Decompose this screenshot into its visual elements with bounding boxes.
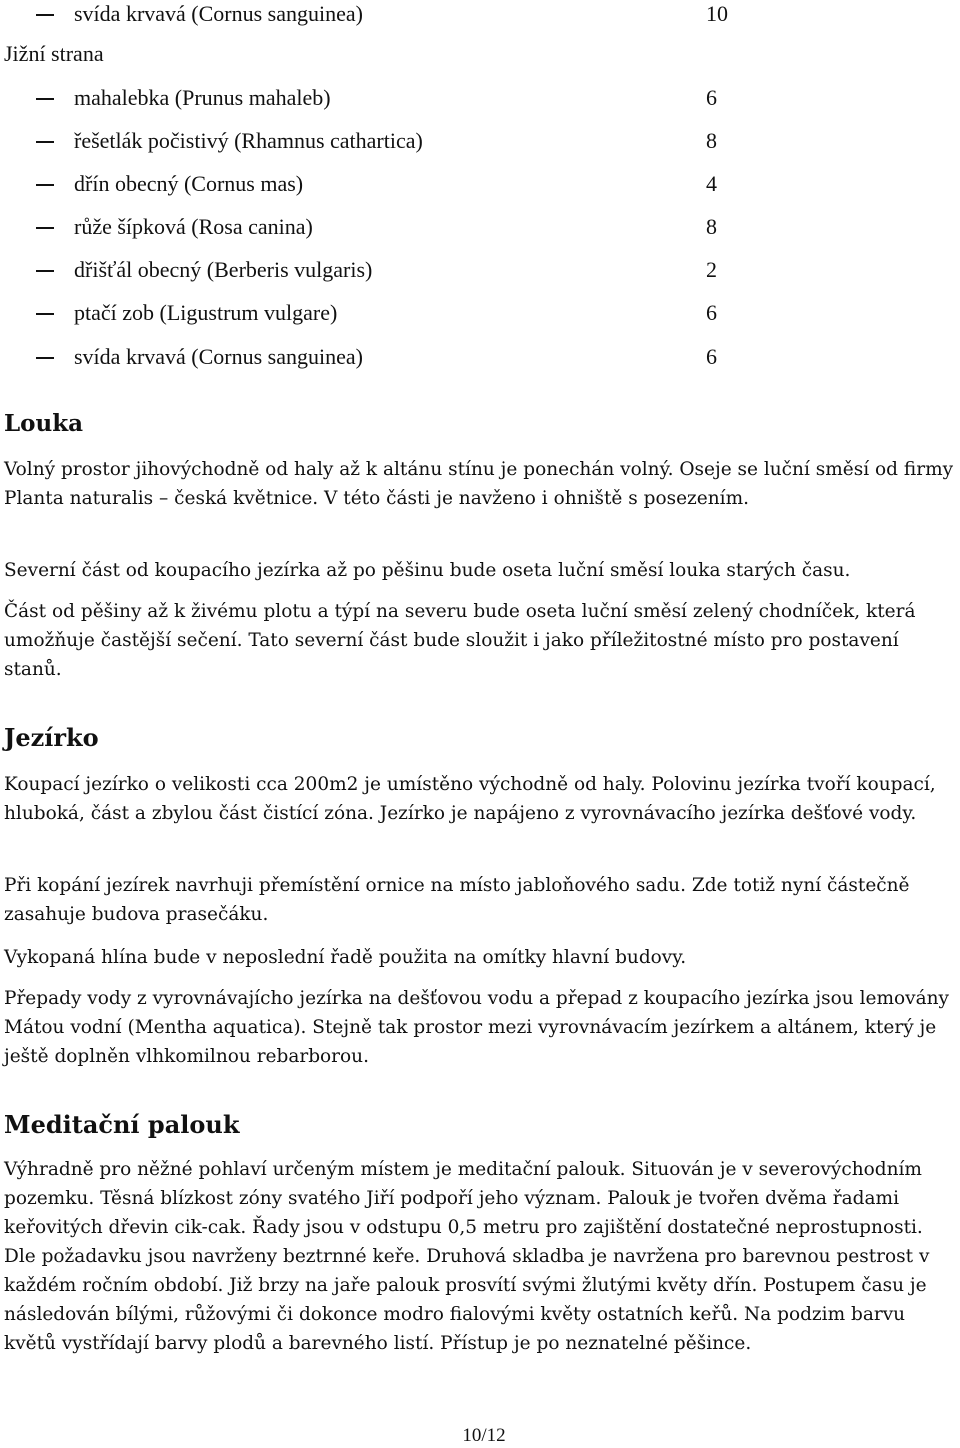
- paragraph: Vykopaná hlína bude v neposlední řadě použita na omítky hlavní budovy.: [4, 947, 687, 968]
- plant-count: 2: [706, 257, 717, 282]
- plant-count: 6: [706, 344, 717, 369]
- plant-name: ptačí zob (Ligustrum vulgare): [74, 300, 338, 325]
- plant-count: 4: [706, 171, 717, 196]
- plant-count: 10: [706, 1, 728, 26]
- plant-count: 8: [706, 214, 717, 239]
- paragraph: Volný prostor jihovýchodně od haly až k altánu stínu je ponechán volný. Oseje se luční směsí od firmy Planta naturalis – česká květnice. V této části je navženo i ohniště s posezením.: [4, 459, 954, 509]
- dash-bullet: [36, 313, 54, 315]
- plant-name: mahalebka (Prunus mahaleb): [74, 85, 331, 110]
- paragraph: Přepady vody z vyrovnávajícho jezírka na dešťovou vodu a přepad z koupacího jezírka jsou lemovány Mátou vodní (Mentha aquatica). Stejně tak prostor mezi vyrovnávacím jezírkem a altánem, který je ještě doplněn vlhkomilnou rebarborou.: [4, 988, 949, 1067]
- dash-bullet: [36, 184, 54, 186]
- paragraph: Koupací jezírko o velikosti cca 200m2 je umístěno východně od haly. Polovinu jezírka tvoří koupací, hluboká, část a zbylou část čistící zóna. Jezírko je napájeno z vyrovnávacího jezírka dešťové vody.: [4, 774, 936, 824]
- list-item: [0, 84, 740, 114]
- section-heading-louka: Louka: [4, 410, 84, 437]
- dash-bullet: [36, 14, 54, 16]
- section-heading-jezirko: Jezírko: [4, 723, 99, 752]
- plant-name: řešetlák počistivý (Rhamnus cathartica): [74, 128, 423, 153]
- dash-bullet: [36, 98, 54, 100]
- dash-bullet: [36, 270, 54, 272]
- plant-count: 8: [706, 128, 717, 153]
- plant-name: dřín obecný (Cornus mas): [74, 171, 304, 196]
- plant-count: 6: [706, 85, 717, 110]
- paragraph: Severní část od koupacího jezírka až po pěšinu bude oseta luční směsí louka starých času.: [4, 560, 851, 581]
- list-item: [0, 299, 740, 329]
- list-item: [0, 0, 740, 30]
- paragraph: Výhradně pro něžné pohlaví určeným místem je meditační palouk. Situován je v severovýchodním pozemku. Těsná blízkost zóny svatého Jiří podpoří jeho význam. Palouk je tvořen dvěma řadami keřovitých dřevin cik-cak. Řady jsou v odstupu 0,5 metru pro zajištění dostatečné neprostupnosti. Dle požadavku jsou navrženy beztrnné keře. Druhová skladba je navržena pro barevnou pestrost v každém ročním období. Již brzy na jaře palouk prosvítí svými žlutými květy dřín. Postupem času je následován bílými, růžovými či dokonce modro fialovými květy ostatních keřů. Na podzim barvu květů vystřídají barvy plodů a barevného listí. Přístup je po neznatelné pěšince.: [4, 1159, 930, 1354]
- list-item: [0, 127, 740, 157]
- plant-name: dřišťál obecný (Berberis vulgaris): [74, 257, 373, 282]
- paragraph: Při kopání jezírek navrhuji přemístění ornice na místo jabloňového sadu. Zde totiž nyní částečně zasahuje budova prasečáku.: [4, 875, 910, 925]
- plant-count: 6: [706, 300, 717, 325]
- paragraph: Část od pěšiny až k živému plotu a týpí na severu bude oseta luční směsí zelený chodníček, která umožňuje častější sečení. Tato severní část bude sloužit i jako příležitostné místo pro postavení stanů.: [4, 601, 916, 680]
- page-number: 10/12: [462, 1425, 506, 1446]
- south-side-label: Jižní strana: [4, 41, 104, 66]
- list-item: [0, 170, 740, 200]
- section-heading-meditacni: Meditační palouk: [4, 1110, 240, 1139]
- dash-bullet: [36, 227, 54, 229]
- plant-name: svída krvavá (Cornus sanguinea): [74, 1, 363, 26]
- dash-bullet: [36, 357, 54, 359]
- plant-name: růže šípková (Rosa canina): [74, 214, 313, 239]
- dash-bullet: [36, 141, 54, 143]
- plant-name: svída krvavá (Cornus sanguinea): [74, 344, 363, 369]
- list-item: [0, 213, 740, 243]
- list-item: [0, 256, 740, 286]
- list-item: [0, 343, 740, 373]
